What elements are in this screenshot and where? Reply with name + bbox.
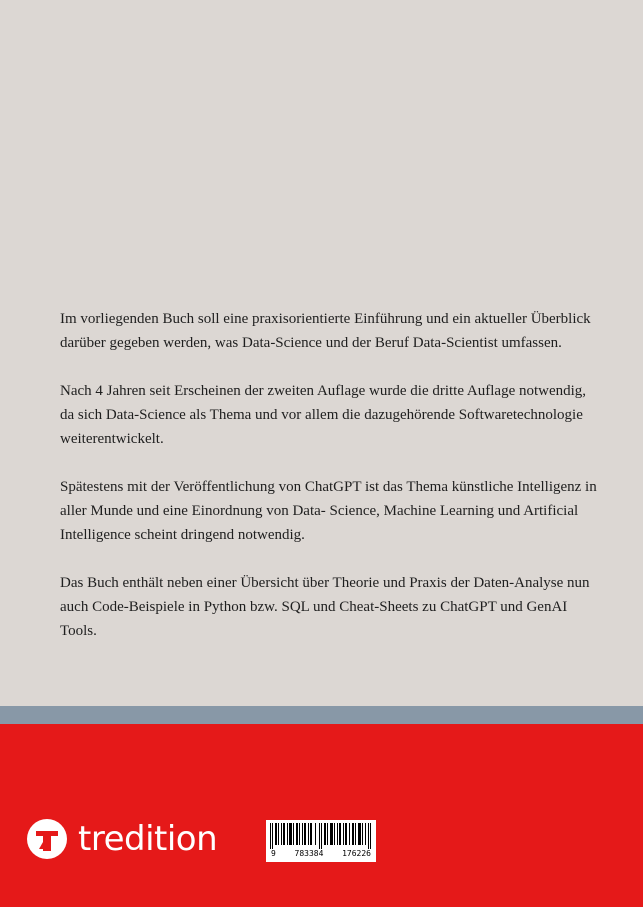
tredition-logo-icon [26,818,68,860]
publisher-logo [26,818,217,860]
back-cover-blurb [60,307,600,643]
blurb-paragraph-3: Spätestens mit der Veröffentlichung von ChatGPT ist das Thema künstliche Intelligenz in aller Munde und eine Einordnung von Data- Science, Machine Learning und Artificial Intelligence scheint dringend notwendig. [60,479,597,543]
blurb-paragraph-4: Das Buch enthält neben einer Übersicht über Theorie und Praxis der Daten-Analyse nun auch Code-Beispiele in Python bzw. SQL und Cheat-Sheets zu ChatGPT und GenAI Tools. [60,575,590,639]
blurb-paragraph-2: Nach 4 Jahren seit Erscheinen der zweiten Auflage wurde die dritte Auflage notwendig, da sich Data-Science als Thema und vor allem die dazugehörende Softwaretechnologie weiterentwickelt. [60,383,587,447]
barcode-digit-group: 176226 [342,849,371,858]
divider-stripe [0,706,643,724]
barcode-bars [270,823,372,849]
isbn-barcode [266,820,376,862]
blurb-paragraph-1: Im vorliegenden Buch soll eine praxisorientierte Einführung und ein aktueller Überblick darüber gegeben werden, was Data-Science und der Beruf Data-Scientist umfassen. [60,311,591,351]
publisher-band [0,724,643,907]
barcode-digit-group: 783384 [294,849,324,858]
barcode-digits [270,849,372,859]
publisher-name: tredition [78,819,218,859]
barcode-digit-group: 9 [271,849,276,858]
